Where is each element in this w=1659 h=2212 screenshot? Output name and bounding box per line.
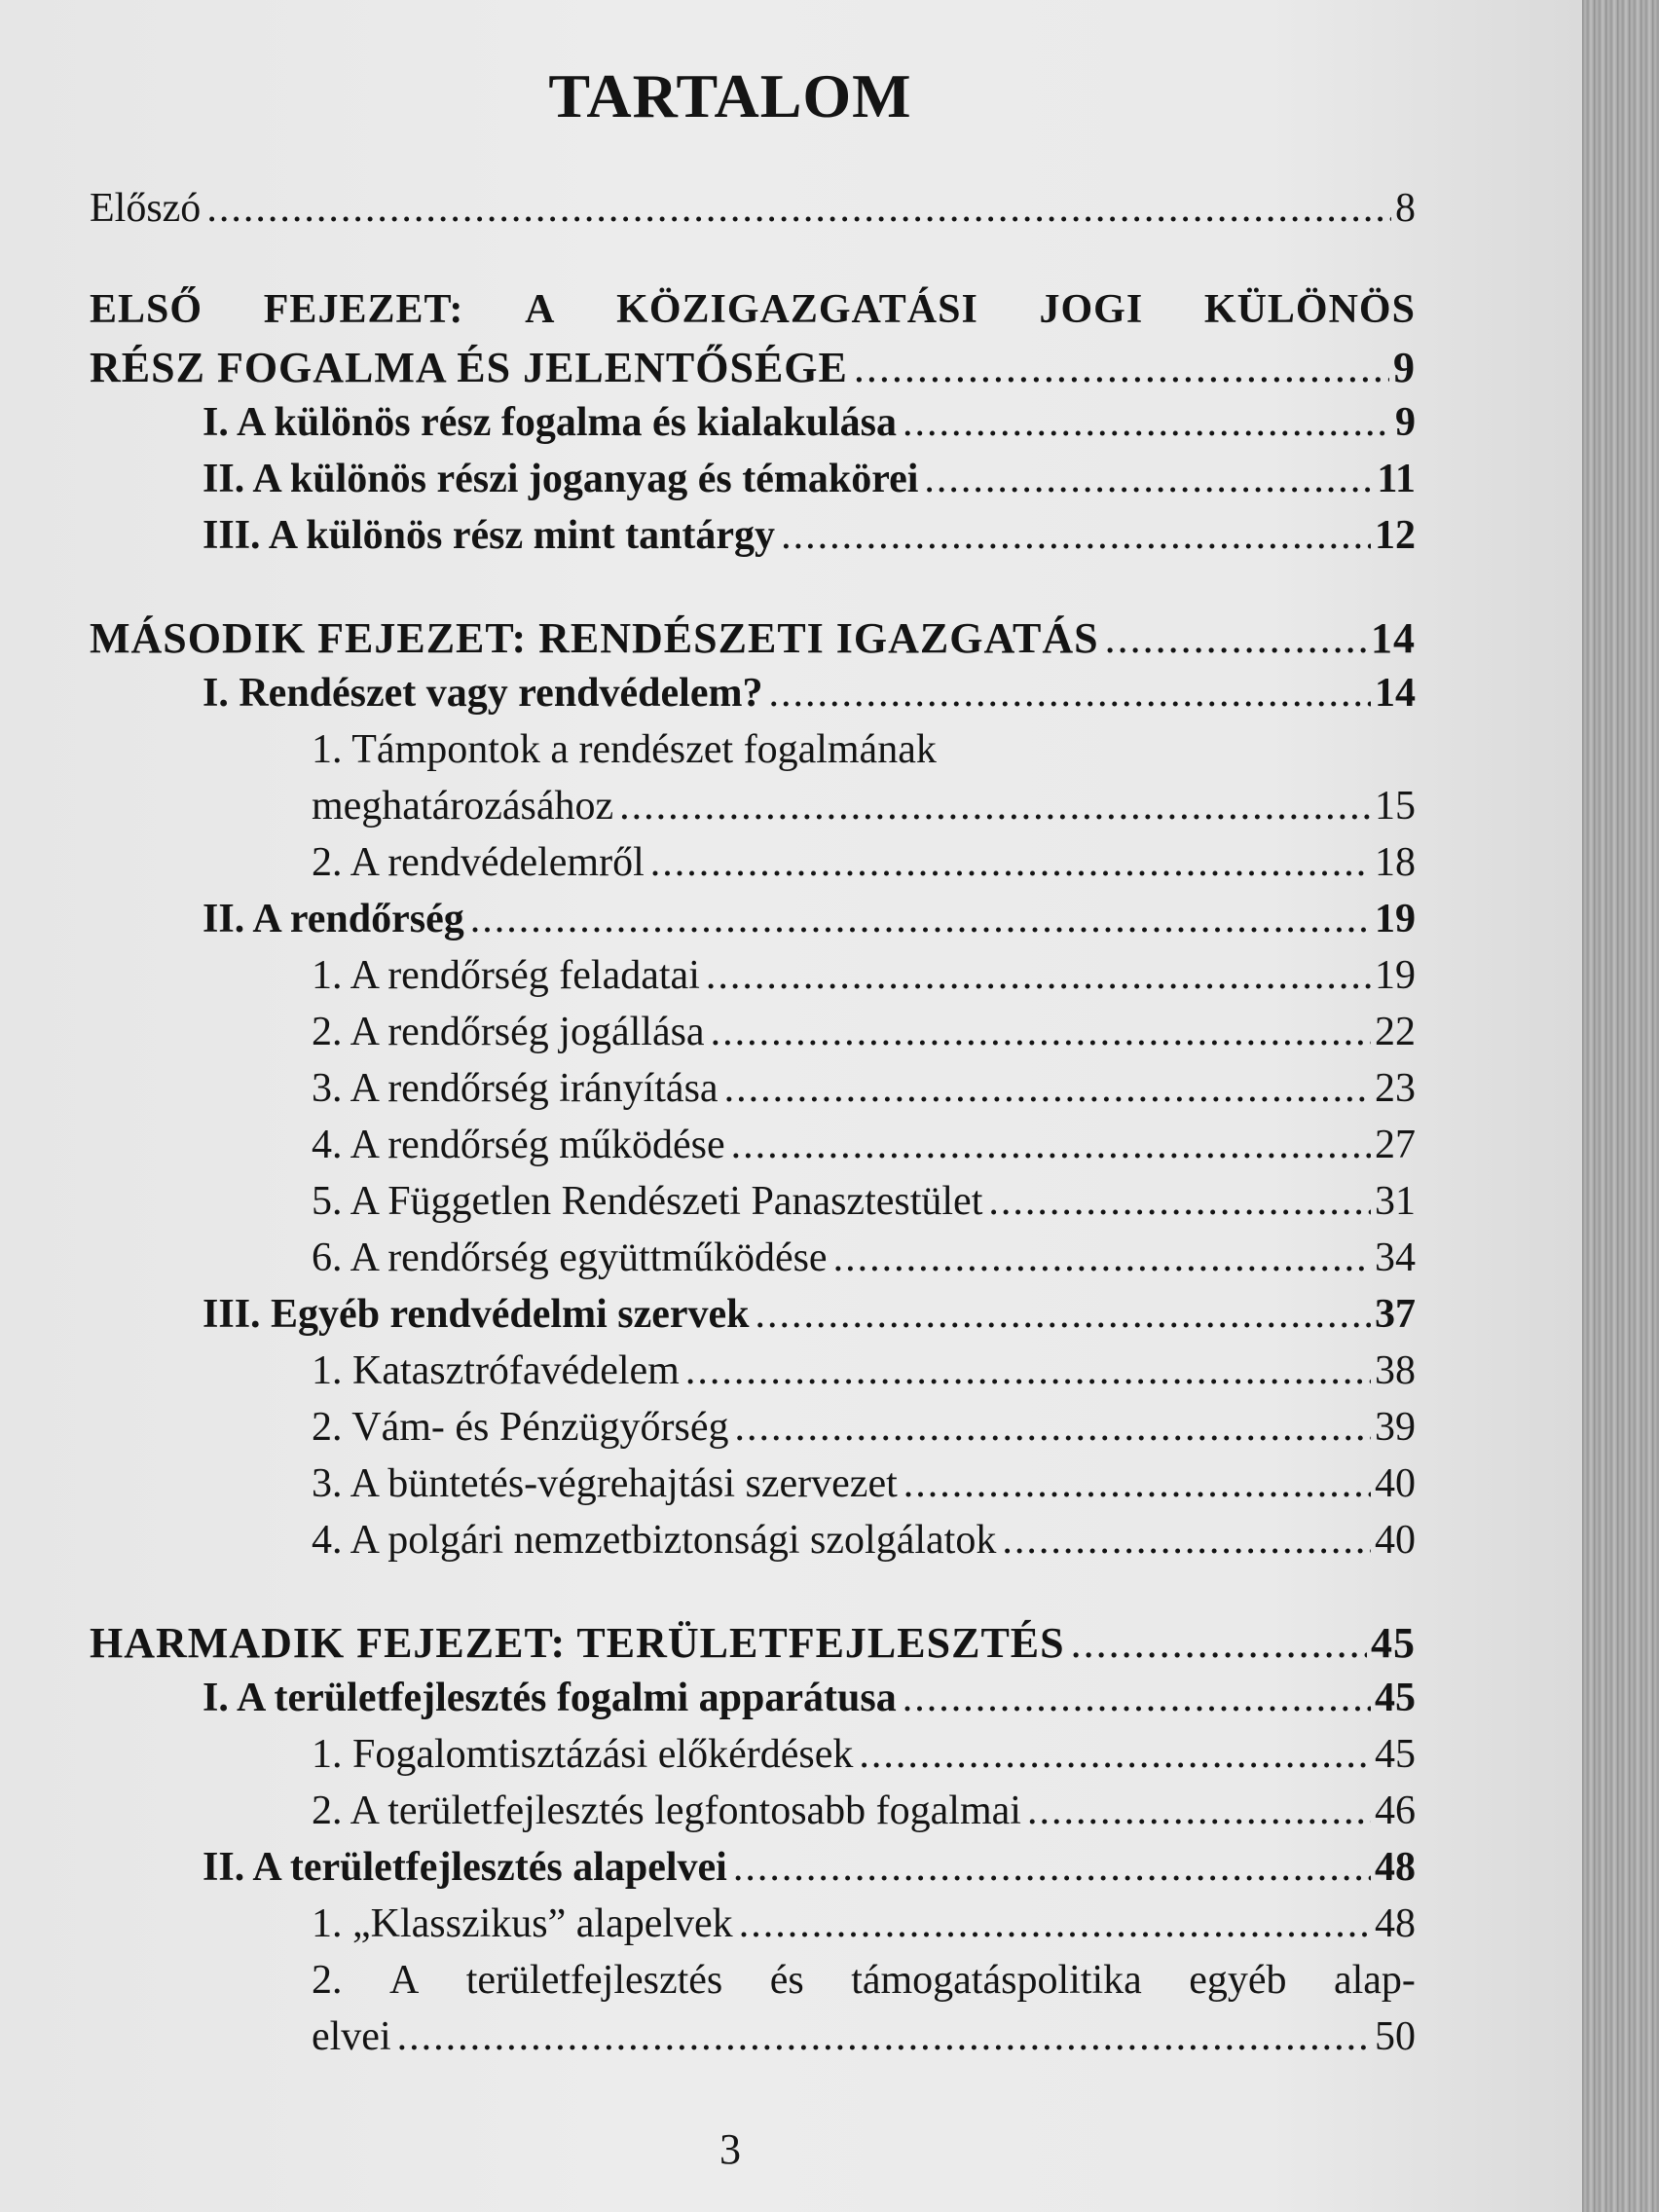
chapter-3-heading: HARMADIK FEJEZET: TERÜLETFEJLESZTÉS ..... 45 — [90, 1618, 1416, 1675]
toc-section: II. A rendőrség ..... 19 — [90, 896, 1416, 952]
leader-dots — [206, 185, 1391, 232]
toc-entry: I. A különös rész fogalma és kialakulása ..... 9 — [90, 399, 1416, 456]
toc-entry: 1. Katasztrófavédelem ..... 38 — [90, 1347, 1416, 1404]
toc-entry-line1: 1. Támpontok a rendészet fogalmának — [312, 727, 937, 772]
toc-entry: II. A különös részi joganyag és témakörei ..... 11 — [90, 456, 1416, 512]
leader-dots — [733, 1844, 1371, 1891]
leader-dots — [1027, 1788, 1371, 1834]
chapter-1-heading-line2: RÉSZ FOGALMA ÉS JELENTŐSÉGE ..... 9 — [90, 343, 1416, 399]
toc-section: I. A területfejlesztés fogalmi apparátusa ..... 45 — [90, 1675, 1416, 1731]
toc-entry: 2. A területfejlesztés legfontosabb fogalmai ..... 46 — [90, 1788, 1416, 1844]
leader-dots — [924, 456, 1373, 502]
leader-dots — [706, 952, 1371, 999]
leader-dots — [724, 1065, 1371, 1112]
toc-entry-foreword — [90, 185, 1416, 241]
page-number: 3 — [719, 2125, 741, 2173]
toc-section: I. Rendészet vagy rendvédelem? ..... 14 — [90, 670, 1416, 726]
toc-entry: 1. Fogalomtisztázási előkérdések ..... 45 — [90, 1731, 1416, 1788]
leader-dots — [734, 1404, 1371, 1451]
table-of-contents — [90, 185, 1416, 2070]
toc-entry: 2. A rendőrség jogállása ..... 22 — [90, 1009, 1416, 1065]
toc-entry: 3. A büntetés-végrehajtási szervezet ..... 40 — [90, 1460, 1416, 1517]
toc-entry: III. A különös rész mint tantárgy ..... 12 — [90, 512, 1416, 569]
leader-dots — [903, 1460, 1371, 1507]
chapter-1-heading-line1: ELSŐ FEJEZET: A KÖZIGAZGATÁSI JOGI KÜLÖNÖS — [90, 287, 1416, 332]
chapter-2-heading: MÁSODIK FEJEZET: RENDÉSZETI IGAZGATÁS ..... 14 — [90, 613, 1416, 670]
toc-entry: meghatározásához ..... 15 — [90, 783, 1416, 839]
toc-entry: 3. A rendőrség irányítása ..... 23 — [90, 1065, 1416, 1122]
toc-entry: 1. „Klasszikus” alapelvek ..... 48 — [90, 1900, 1416, 1957]
leader-dots — [833, 1235, 1371, 1281]
leader-dots — [781, 512, 1371, 559]
toc-entry: 4. A rendőrség működése ..... 27 — [90, 1122, 1416, 1178]
leader-dots — [1105, 613, 1367, 663]
leader-dots — [739, 1900, 1371, 1947]
leader-dots — [854, 343, 1389, 392]
leader-dots — [711, 1009, 1371, 1055]
toc-entry: 2. Vám- és Pénzügyőrség ..... 39 — [90, 1404, 1416, 1460]
leader-dots — [397, 2013, 1371, 2060]
leader-dots — [1002, 1517, 1371, 1564]
toc-section: III. Egyéb rendvédelmi szervek ..... 37 — [90, 1291, 1416, 1347]
toc-entry: elvei ..... 50 — [90, 2013, 1416, 2070]
toc-entry: 1. A rendőrség feladatai ..... 19 — [90, 952, 1416, 1009]
leader-dots — [619, 783, 1371, 830]
toc-entry: 6. A rendőrség együttműködése ..... 34 — [90, 1235, 1416, 1291]
leader-dots — [470, 896, 1371, 942]
leader-dots — [731, 1122, 1371, 1168]
toc-section: II. A területfejlesztés alapelvei ..... 48 — [90, 1844, 1416, 1900]
leader-dots — [685, 1347, 1371, 1394]
leader-dots — [756, 1291, 1371, 1338]
toc-page: 8 — [1395, 186, 1416, 231]
toc-entry: 4. A polgári nemzetbiztonsági szolgálatok ..... 40 — [90, 1517, 1416, 1573]
leader-dots — [903, 1675, 1371, 1721]
page-title: TARTALOM — [548, 61, 912, 130]
toc-label: Előszó — [90, 186, 202, 231]
toc-entry-line1: 2. A területfejlesztés és támogatáspolitika egyéb alap- — [312, 1958, 1416, 2003]
leader-dots — [859, 1731, 1371, 1778]
leader-dots — [650, 839, 1371, 886]
leader-dots — [903, 399, 1391, 446]
leader-dots — [768, 670, 1371, 717]
toc-entry: 2. A rendvédelemről ..... 18 — [90, 839, 1416, 896]
toc-entry: 5. A Független Rendészeti Panasztestület ..... 31 — [90, 1178, 1416, 1235]
leader-dots — [988, 1178, 1371, 1225]
leader-dots — [1071, 1618, 1367, 1668]
book-page-edges — [1582, 0, 1659, 2212]
